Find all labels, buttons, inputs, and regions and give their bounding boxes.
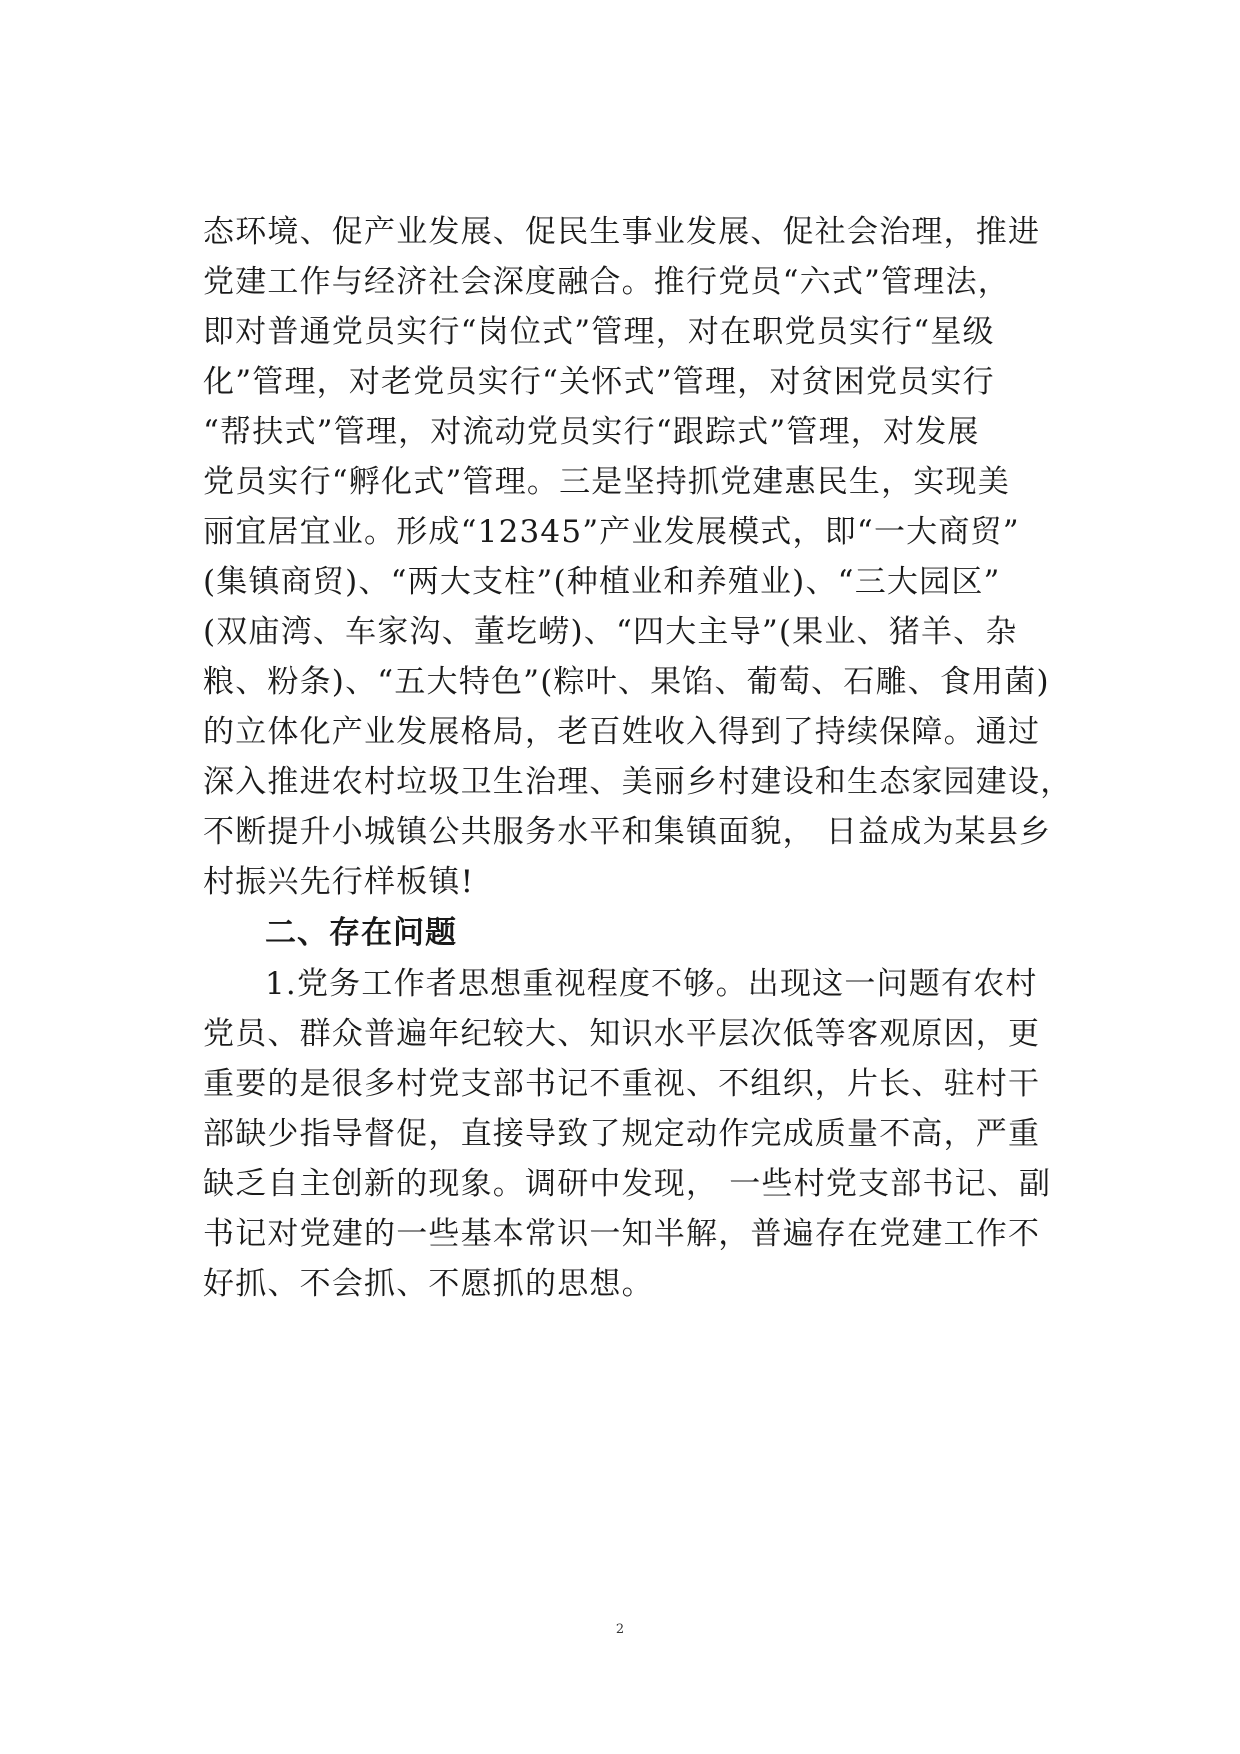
text-line: 态环境、促产业发展、促民生事业发展、促社会治理，推进	[203, 214, 1041, 250]
page-content	[203, 207, 1073, 1309]
text-line: 书记对党建的一些基本常识一知半解，普遍存在党建工作不	[203, 1216, 1041, 1252]
text-line: (集镇商贸)、“两大支柱”(种植业和养殖业)、“三大园区”	[203, 564, 1001, 600]
text-line: (双庙湾、车家沟、董圪崂)、“四大主导”(果业、猪羊、杂	[203, 614, 1018, 650]
page-number: 2	[615, 1622, 625, 1637]
paragraph-problem-1	[203, 959, 1063, 1309]
text-line: 丽宜居宜业。形成“12345”产业发展模式，即“一大商贸”	[203, 514, 1020, 550]
text-line: 的立体化产业发展格局，老百姓收入得到了持续保障。通过	[203, 714, 1041, 750]
text-line: 粮、粉条)、“五大特色”(粽叶、果馅、葡萄、石雕、食用菌)	[203, 664, 1050, 700]
text-line: 1.党务工作者思想重视程度不够。出现这一问题有农村	[265, 966, 1038, 1002]
text-line: 党员实行“孵化式”管理。三是坚持抓党建惠民生，实现美	[203, 464, 1010, 500]
text-line: 好抓、不会抓、不愿抓的思想。	[203, 1266, 654, 1302]
text-line: 即对普通党员实行“岗位式”管理，对在职党员实行“星级	[203, 314, 995, 350]
paragraph-continued	[203, 207, 1073, 907]
text-line: 党建工作与经济社会深度融合。推行党员“六式”管理法，	[203, 264, 1010, 300]
text-line: 党员、群众普遍年纪较大、知识水平层次低等客观原因，更	[203, 1016, 1041, 1052]
section-heading: 二、存在问题	[265, 915, 457, 951]
text-line: 重要的是很多村党支部书记不重视、不组织，片长、驻村干	[203, 1066, 1041, 1102]
text-line: 深入推进农村垃圾卫生治理、美丽乡村建设和生态家园建设，	[203, 764, 1073, 800]
text-line: 部缺少指导督促，直接导致了规定动作完成质量不高，严重	[203, 1116, 1041, 1152]
text-line: 村振兴先行样板镇!	[203, 864, 475, 900]
text-line: 不断提升小城镇公共服务水平和集镇面貌， 日益成为某县乡	[203, 814, 1052, 850]
text-line: 缺乏自主创新的现象。调研中发现， 一些村党支部书记、副	[203, 1166, 1052, 1202]
text-line: 化”管理，对老党员实行“关怀式”管理，对贫困党员实行	[203, 364, 995, 400]
text-line: “帮扶式”管理，对流动党员实行“跟踪式”管理，对发展	[203, 414, 980, 450]
